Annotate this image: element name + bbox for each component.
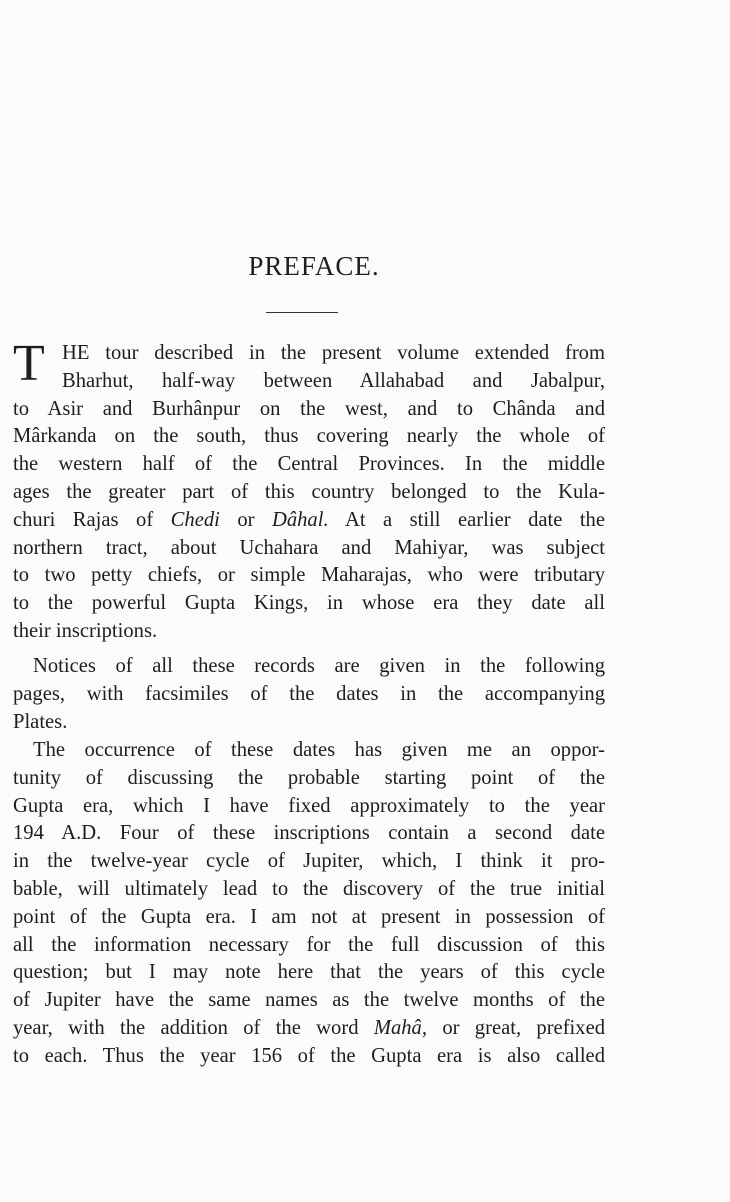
paragraph-line: The occurrence of these dates has given me an oppor-	[33, 739, 605, 761]
paragraph-line: bable, will ultimately lead to the discovery of the true initial	[13, 877, 605, 900]
paragraph-line: question; but I may note here that the years of this cycle	[13, 961, 605, 984]
italic-term: Dâhal.	[271, 508, 329, 531]
paragraph-line: Gupta era, which I have fixed approximately to the year	[13, 794, 605, 817]
paragraph-line: to Asir and Burhânpur on the west, and to Chânda and	[13, 397, 605, 420]
paragraph-line: in the twelve-year cycle of Jupiter, which, I think it pro-	[13, 850, 605, 873]
paragraph-line: 194 A.D. Four of these inscriptions contain a second date	[13, 822, 605, 845]
paragraph-line: pages, with facsimiles of the dates in the accompanying	[13, 682, 605, 705]
line-text: or	[219, 508, 272, 531]
paragraph-line: northern tract, about Uchahara and Mahiyar, was subject	[13, 536, 605, 559]
paragraph-line: to the powerful Gupta Kings, in whose era they date all	[13, 592, 605, 615]
paragraph-line: Mârkanda on the south, thus covering nearly the whole of	[13, 425, 605, 448]
paragraph-line: Notices of all these records are given in the following	[33, 655, 605, 677]
paragraph-line-mixed	[13, 1015, 605, 1043]
paragraph-line: to each. Thus the year 156 of the Gupta era is also called	[13, 1044, 605, 1067]
paragraph-line: of Jupiter have the same names as the twelve months of the	[13, 989, 605, 1012]
paragraph-line: all the information necessary for the full discussion of this	[13, 933, 605, 956]
paragraph-line: point of the Gupta era. I am not at present in possession of	[13, 905, 605, 928]
line-text: year, with the addition of the word	[13, 1016, 374, 1039]
italic-term: Chedi	[170, 508, 220, 531]
line-text: At a still earlier date the	[328, 508, 605, 531]
paragraph-3	[13, 737, 605, 1071]
italic-term: Mahâ,	[373, 1016, 428, 1039]
paragraph-line: Bharhut, half-way between Allahabad and Jabalpur,	[62, 369, 605, 392]
page-title: PREFACE.	[248, 251, 380, 281]
title-rule	[266, 312, 338, 313]
paragraph-2	[13, 653, 605, 736]
line-text: or great, prefixed	[427, 1016, 606, 1039]
paragraph-line: ages the greater part of this country belonged to the Kula-	[13, 480, 605, 503]
paragraph-line: the western half of the Central Provinces. In the middle	[13, 453, 605, 476]
paragraph-1	[13, 335, 605, 646]
paragraph-line: to two petty chiefs, or simple Maharajas, who were tributary	[13, 564, 605, 587]
paragraph-line: Plates.	[13, 710, 68, 733]
paragraph-line: HE tour described in the present volume extended from	[62, 342, 605, 364]
paragraph-line: their inscriptions.	[13, 619, 158, 642]
paragraph-line: tunity of discussing the probable starting point of the	[13, 766, 605, 789]
drop-cap: T	[13, 335, 45, 392]
line-text: churi Rajas of	[13, 508, 171, 531]
paragraph-line-mixed	[13, 507, 605, 535]
